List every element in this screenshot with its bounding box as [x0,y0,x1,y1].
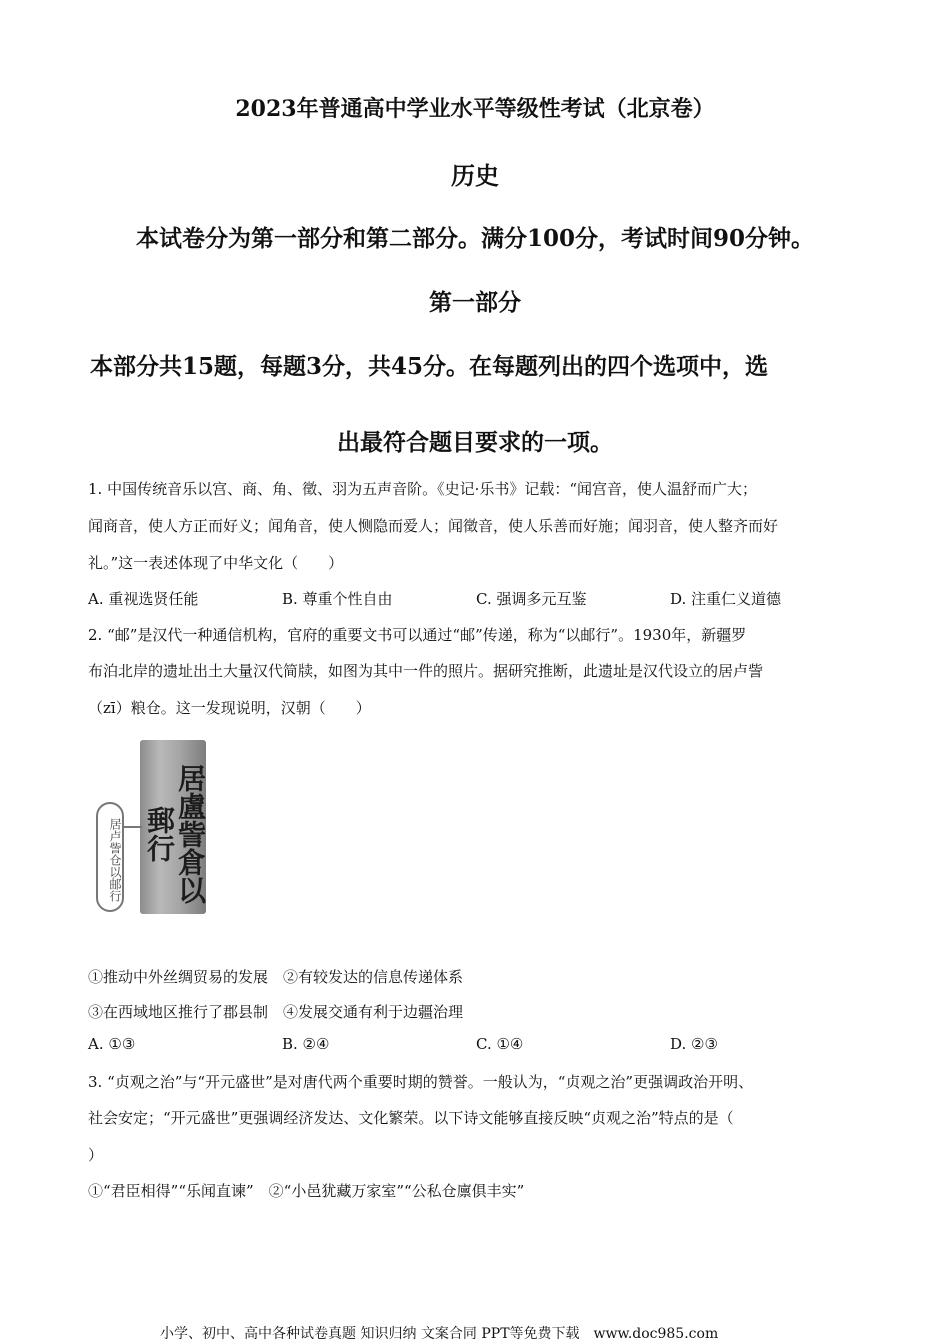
slip-caption: 居卢訾仓以邮行 [96,802,124,912]
exam-intro: 本试卷分为第一部分和第二部分。满分100分，考试时间90分钟。 [135,225,815,252]
part-heading: 第一部分 [429,289,521,316]
q3-statements-line-1: ①“君臣相得”“乐闻直谏” ②“小邑犹藏万家室”“公私仓廪俱丰实” [88,1182,525,1200]
q3-stem-line-1: 3. “贞观之治”与“开元盛世”是对唐代两个重要时期的赞誉。一般认为，“贞观之治”更强调政治开明、 [88,1073,754,1091]
q1-stem-line-3: 礼。”这一表述体现了中华文化（ ） [88,554,344,572]
q2-stem-line-3: （zī）粮仓。这一发现说明，汉朝（ ） [88,699,371,717]
exam-title: 2023年普通高中学业水平等级性考试（北京卷） [235,96,715,122]
q1-option-b[interactable]: B. 尊重个性自由 [282,590,393,608]
q1-option-d[interactable]: D. 注重仁义道德 [670,590,782,608]
caption-pointer [124,826,142,828]
q2-option-a[interactable]: A. ①③ [88,1035,136,1053]
q2-option-d[interactable]: D. ②③ [670,1035,718,1053]
part-instructions-line-2: 出最符合题目要求的一项。 [337,429,613,456]
q2-statements-line-2: ③在西域地区推行了郡县制 ④发展交通有利于边疆治理 [88,1003,464,1021]
page-footer: 小学、初中、高中各种试卷真题 知识归纳 文案合同 PPT等免费下载 www.doc985.com [160,1326,719,1342]
q2-stem-line-1: 2. “邮”是汉代一种通信机构，官府的重要文书可以通过“邮”传递，称为“以邮行”。1930年，新疆罗 [88,626,747,644]
q2-statements-line-1: ①推动中外丝绸贸易的发展 ②有较发达的信息传递体系 [88,968,464,986]
q1-stem-line-2: 闻商音，使人方正而好义；闻角音，使人恻隐而爱人；闻徵音，使人乐善而好施；闻羽音，使人整齐而好 [88,517,779,535]
q3-stem-line-3: ） [88,1146,104,1164]
q2-stem-line-2: 布泊北岸的遗址出土大量汉代简牍，如图为其中一件的照片。据研究推断，此遗址是汉代设立的居卢訾 [88,662,764,680]
subject-heading: 历史 [451,161,499,190]
q3-stem-line-2: 社会安定；“开元盛世”更强调经济发达、文化繁荣。以下诗文能够直接反映“贞观之治”特点的是（ [88,1109,734,1127]
bamboo-slip-photo [92,738,222,918]
q2-option-b[interactable]: B. ②④ [282,1035,330,1053]
q1-option-a[interactable]: A. 重视选贤任能 [88,590,199,608]
q2-option-c[interactable]: C. ①④ [476,1035,524,1053]
q1-stem-line-1: 1. 中国传统音乐以宫、商、角、徵、羽为五声音阶。《史记·乐书》记载：“闻宫音，使人温舒而广大； [88,480,758,498]
slip-inscription: 居盧訾倉以郵行 [143,764,207,904]
q1-option-c[interactable]: C. 强调多元互鉴 [476,590,587,608]
bamboo-slip [140,740,206,914]
part-instructions-line-1: 本部分共15题，每题3分，共45分。在每题列出的四个选项中，选 [90,353,769,380]
